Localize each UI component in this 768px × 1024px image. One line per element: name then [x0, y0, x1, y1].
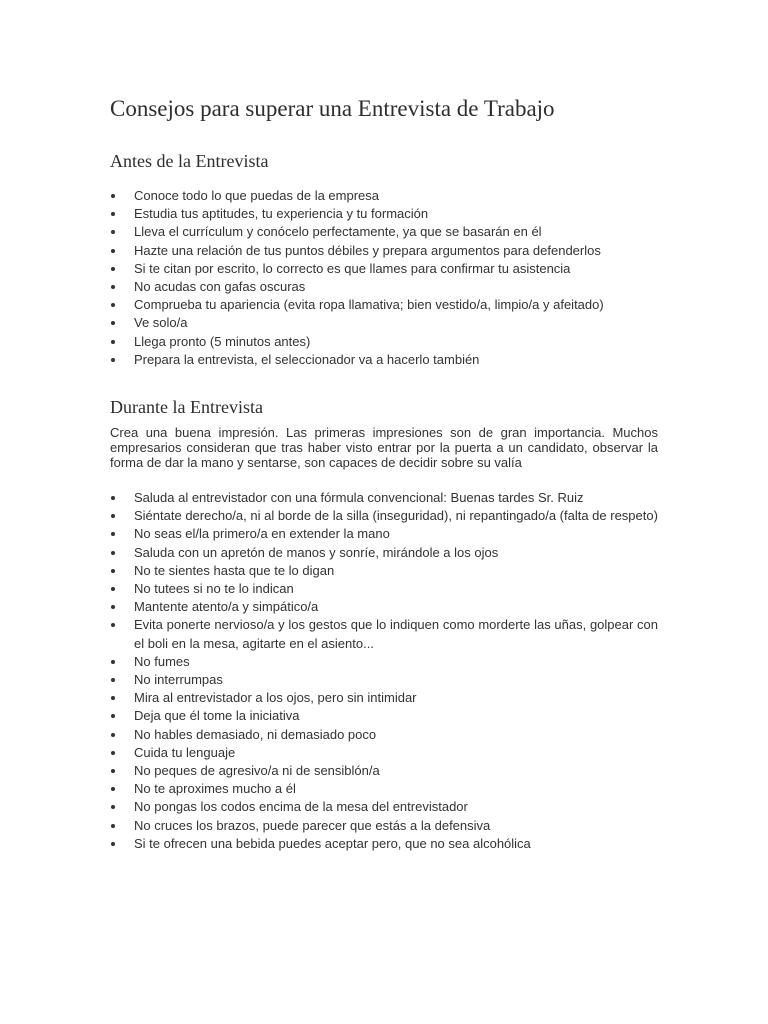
list-item: Deja que él tome la iniciativa	[110, 707, 658, 725]
list-item: No cruces los brazos, puede parecer que estás a la defensiva	[110, 817, 658, 835]
list-item: Saluda al entrevistador con una fórmula convencional: Buenas tardes Sr. Ruiz	[110, 489, 658, 507]
list-item: Siéntate derecho/a, ni al borde de la silla (inseguridad), ni repantingado/a (falta de respeto)	[110, 507, 658, 525]
list-item: Llega pronto (5 minutos antes)	[110, 333, 658, 351]
list-item: No hables demasiado, ni demasiado poco	[110, 726, 658, 744]
section-before-interview	[110, 149, 658, 369]
list-item: Saluda con un apretón de manos y sonríe, mirándole a los ojos	[110, 544, 658, 562]
list-item: Cuida tu lenguaje	[110, 744, 658, 762]
section-heading-before: Antes de la Entrevista	[110, 151, 269, 171]
list-item: Mira al entrevistador a los ojos, pero sin intimidar	[110, 689, 658, 707]
list-item: No peques de agresivo/a ni de sensiblón/a	[110, 762, 658, 780]
list-item: Ve solo/a	[110, 314, 658, 332]
list-item: No te aproximes mucho a él	[110, 780, 658, 798]
list-item: Comprueba tu apariencia (evita ropa llamativa; bien vestido/a, limpio/a y afeitado)	[110, 296, 658, 314]
list-item: No tutees si no te lo indican	[110, 580, 658, 598]
list-item: Lleva el currículum y conócelo perfectamente, ya que se basarán en él	[110, 223, 658, 241]
list-item: Mantente atento/a y simpático/a	[110, 598, 658, 616]
section-during-interview	[110, 395, 658, 853]
list-item: No pongas los codos encima de la mesa del entrevistador	[110, 798, 658, 816]
list-item: Si te ofrecen una bebida puedes aceptar pero, que no sea alcohólica	[110, 835, 658, 853]
document-page	[110, 94, 658, 853]
during-tips-list	[110, 489, 658, 853]
list-item: No acudas con gafas oscuras	[110, 278, 658, 296]
list-item: Prepara la entrevista, el seleccionador va a hacerlo también	[110, 351, 658, 369]
section-heading-during: Durante la Entrevista	[110, 397, 263, 418]
list-item: Estudia tus aptitudes, tu experiencia y tu formación	[110, 205, 658, 223]
list-item: No te sientes hasta que te lo digan	[110, 562, 658, 580]
list-item: No seas el/la primero/a en extender la mano	[110, 525, 658, 543]
list-item: No fumes	[110, 653, 658, 671]
list-item: Conoce todo lo que puedas de la empresa	[110, 187, 658, 205]
list-item: Si te citan por escrito, lo correcto es que llames para confirmar tu asistencia	[110, 260, 658, 278]
before-tips-list	[110, 187, 658, 369]
list-item: Hazte una relación de tus puntos débiles y prepara argumentos para defenderlos	[110, 242, 658, 260]
document-title: Consejos para superar una Entrevista de Trabajo	[110, 96, 555, 121]
list-item: No interrumpas	[110, 671, 658, 689]
list-item: Evita ponerte nervioso/a y los gestos que lo indiquen como morderte las uñas, golpear con el boli en la mesa, agitarte en el asiento...	[110, 616, 658, 652]
during-intro-paragraph: Crea una buena impresión. Las primeras impresiones son de gran importancia. Muchos empresarios consideran que tras haber visto entrar por la puerta a un candidato, observar la forma de dar la mano y sentarse, son capaces de decidir sobre su valía	[110, 425, 658, 471]
